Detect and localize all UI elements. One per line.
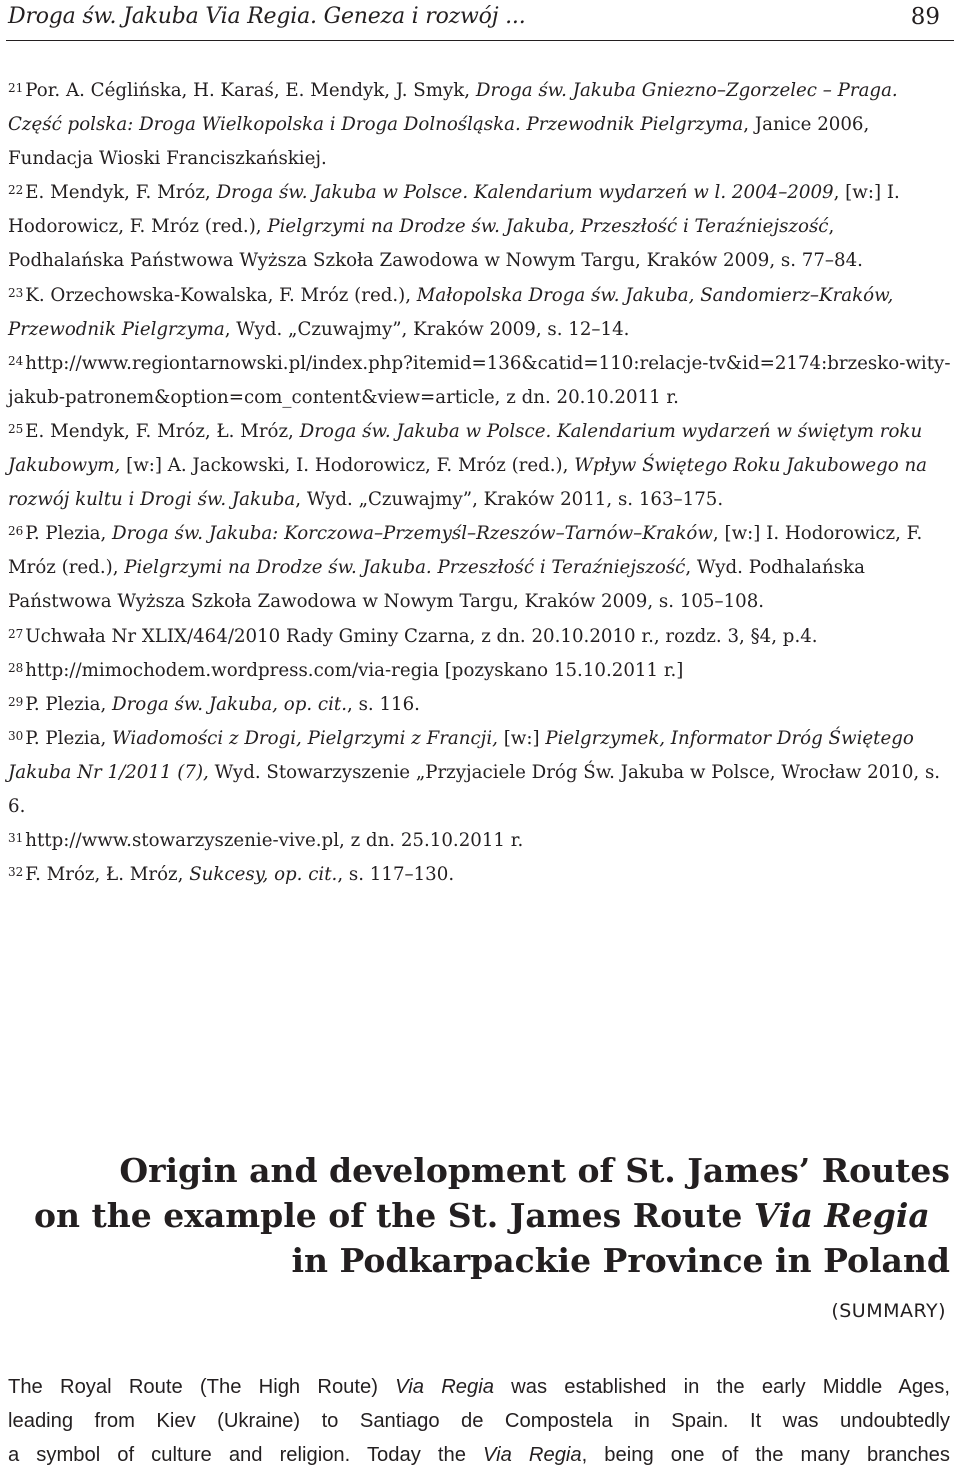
english-title-line-2 — [0, 1193, 950, 1238]
abstract-italic-text: Via Regia — [483, 1444, 582, 1466]
footnote-number: 25 — [8, 421, 24, 436]
footnote-number: 22 — [8, 183, 24, 198]
footnote-number: 21 — [8, 81, 24, 95]
footnote-31 — [8, 824, 952, 858]
footnote-text: , Wyd. Podhalańska Państwowa Wyższa Szkoła Zawodowa w Nowym Targu, Kraków 2009, s. 105–108. — [8, 557, 865, 613]
footnote-number: 27 — [8, 626, 24, 641]
footnote-text: F. Mróz, Ł. Mróz, — [25, 864, 190, 886]
footnote-text: , [w:] I. Hodorowicz, F. Mróz (red.), — [8, 182, 900, 238]
footnote-23 — [8, 279, 952, 347]
footnote-26 — [8, 517, 952, 619]
abstract-text: The Royal Route (The High Route) — [8, 1376, 396, 1398]
footnote-27 — [8, 620, 952, 654]
footnote-text: http://www.stowarzyszenie-vive.pl, z dn. 25.10.2011 r. — [25, 830, 524, 852]
abstract-line — [8, 1404, 950, 1438]
footnote-text: [w:] — [497, 727, 546, 749]
footnote-number: 30 — [8, 728, 24, 743]
footnote-number: 31 — [8, 831, 24, 846]
footnote-italic-text: Wiadomości z Drogi, Pielgrzymi z Francji, — [112, 727, 498, 749]
footnote-29 — [8, 688, 952, 722]
footnote-30 — [8, 722, 952, 824]
footnote-text: , Wyd. „Czuwajmy”, Kraków 2009, s. 12–14. — [224, 318, 630, 340]
footnote-italic-text: Pielgrzymi na Drodze św. Jakuba. Przeszłość i Teraźniejszość — [124, 557, 686, 579]
english-title-line-2-italic: Via Regia — [753, 1196, 930, 1235]
abstract-text: was established in the early Middle Ages, — [493, 1376, 950, 1398]
english-title-line-1: Origin and development of St. James’ Routes — [119, 1151, 950, 1190]
footnote-text: [w:] A. Jackowski, I. Hodorowicz, F. Mróz (red.), — [120, 455, 575, 477]
abstract-text: leading from Kiev (Ukraine) to Santiago de Compostela in Spain. It was undoubtedly — [8, 1410, 950, 1432]
footnote-italic-text: Sukcesy, op. cit. — [189, 864, 338, 886]
abstract-line — [8, 1438, 950, 1472]
footnote-italic-text: Wpływ Świętego Roku Jakubowego na rozwój kultu i Drogi św. Jakuba — [8, 455, 928, 511]
footnote-text: E. Mendyk, F. Mróz, Ł. Mróz, — [25, 420, 300, 442]
footnotes-section — [8, 74, 952, 892]
english-title-line-2-text: on the example of the St. James Route — [34, 1196, 754, 1235]
footnote-italic-text: Małopolska Droga św. Jakuba, Sandomierz–Kraków, Przewodnik Pielgrzyma — [8, 284, 894, 340]
footnote-text: , Janice 2006, Fundacja Wioski Franciszkańskiej. — [8, 114, 870, 170]
abstract-paragraph — [8, 1370, 950, 1472]
footnote-number: 29 — [8, 694, 24, 709]
page-number: 89 — [910, 4, 940, 30]
footnote-text: http://mimochodem.wordpress.com/via-regia [pozyskano 15.10.2011 r.] — [25, 659, 684, 681]
footnote-25 — [8, 415, 952, 517]
footnote-text: , Wyd. „Czuwajmy”, Kraków 2011, s. 163–175. — [295, 489, 724, 511]
footnote-number: 24 — [8, 353, 24, 368]
footnote-text: , [w:] I. Hodorowicz, F. Mróz (red.), — [8, 523, 923, 579]
footnote-number: 26 — [8, 524, 24, 539]
footnote-number: 32 — [8, 865, 24, 880]
english-title — [0, 1148, 950, 1283]
running-header — [8, 0, 946, 34]
footnote-italic-text: Droga św. Jakuba, op. cit. — [112, 693, 347, 715]
footnote-italic-text: Droga św. Jakuba Gniezno–Zgorzelec – Praga. Część polska: Droga Wielkopolska i Droga Dolnośląska. Przewodnik Pielgrzyma — [8, 80, 898, 136]
footnote-text: E. Mendyk, F. Mróz, — [25, 182, 217, 204]
header-rule — [6, 40, 954, 41]
abstract-text: a symbol of culture and religion. Today the — [8, 1444, 484, 1466]
footnote-32 — [8, 858, 952, 892]
footnote-text: , Podhalańska Państwowa Wyższa Szkoła Zawodowa w Nowym Targu, Kraków 2009, s. 77–84. — [8, 216, 863, 272]
abstract-text: , being one of the many branches — [581, 1444, 950, 1466]
footnote-italic-text: Droga św. Jakuba: Korczowa–Przemyśl–Rzeszów–Tarnów–Kraków — [112, 523, 713, 545]
english-title-line-3: in Podkarpackie Province in Poland — [291, 1241, 950, 1280]
footnote-text: Por. A. Céglińska, H. Karaś, E. Mendyk, J. Smyk, — [25, 80, 476, 101]
footnote-italic-text: Pielgrzymek, Informator Dróg Świętego Jakuba Nr 1/2011 (7), — [8, 727, 914, 783]
abstract-line — [8, 1370, 950, 1404]
footnote-italic-text: Pielgrzymi na Drodze św. Jakuba, Przeszłość i Teraźniejszość — [267, 216, 829, 238]
footnote-text: K. Orzechowska-Kowalska, F. Mróz (red.), — [25, 284, 417, 306]
footnote-text: , s. 117–130. — [337, 864, 455, 886]
footnote-21 — [8, 74, 952, 176]
footnote-28 — [8, 654, 952, 688]
footnote-22 — [8, 176, 952, 278]
running-title: Droga św. Jakuba Via Regia. Geneza i rozwój ... — [8, 4, 526, 29]
footnote-italic-text: Droga św. Jakuba w Polsce. Kalendarium wydarzeń w świętym roku Jakubowym, — [8, 420, 923, 477]
footnote-24 — [8, 347, 952, 415]
footnote-text: , s. 116. — [347, 693, 420, 715]
footnote-text: Uchwała Nr XLIX/464/2010 Rady Gminy Czarna, z dn. 20.10.2010 r., rozdz. 3, §4, p.4. — [25, 625, 818, 647]
footnote-number: 23 — [8, 285, 24, 300]
summary-label: (SUMMARY) — [831, 1300, 946, 1322]
footnote-italic-text: Droga św. Jakuba w Polsce. Kalendarium wydarzeń w l. 2004–2009 — [216, 182, 834, 204]
abstract-italic-text: Via Regia — [395, 1376, 494, 1398]
footnote-text: P. Plezia, — [25, 693, 113, 715]
footnote-text: P. Plezia, — [25, 727, 113, 749]
footnote-text: Wyd. Stowarzyszenie „Przyjaciele Dróg Św. Jakuba w Polsce, Wrocław 2010, s. 6. — [8, 761, 941, 817]
footnote-number: 28 — [8, 660, 24, 675]
footnote-text: P. Plezia, — [25, 523, 113, 545]
footnote-text: http://www.regiontarnowski.pl/index.php?itemid=136&catid=110:relacje-tv&id=2174:brzesko-wity-jakub-patronem&option=com_content&view=article, z dn. 20.10.2011 r. — [8, 352, 951, 408]
